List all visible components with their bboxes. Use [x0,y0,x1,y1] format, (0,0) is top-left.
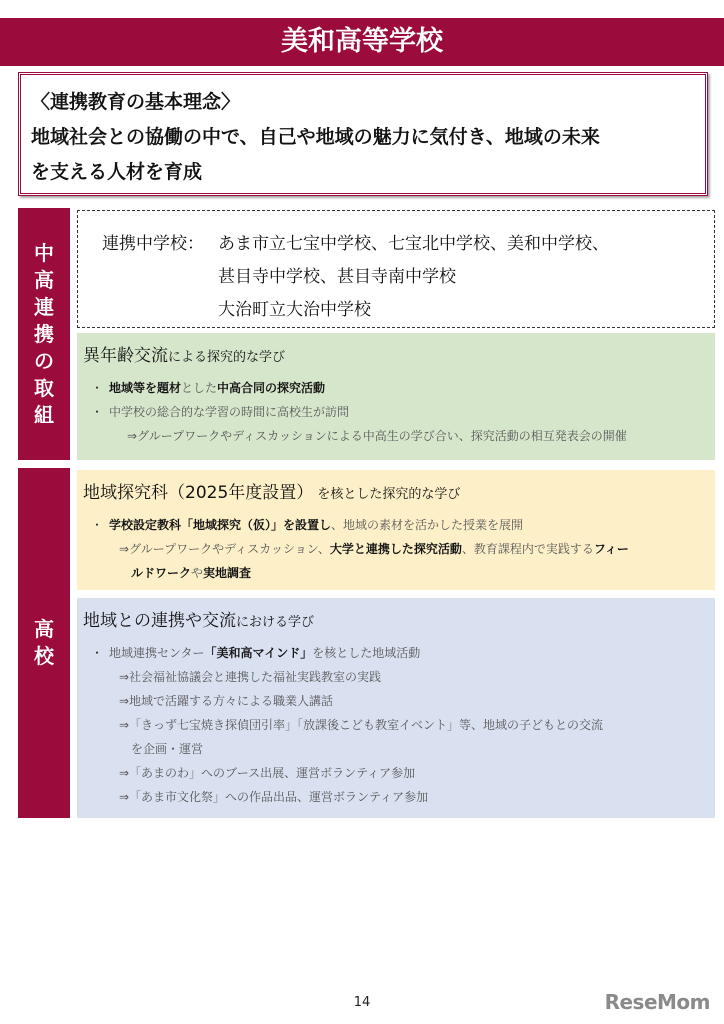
side-label-char: の [34,348,54,373]
partner-label: 連携中学校： [102,234,204,254]
regional-collab-box [77,598,715,818]
item-text: 実地調査 [203,566,252,580]
item-text: ルドワーク [119,566,192,580]
partner-line: 甚目寺中学校、甚目寺南中学校 [218,267,456,287]
item-text: ⇒「あまのわ」へのブース出展、運営ボランティア参加 [119,766,416,780]
item-text: ⇒地域で活躍する方々による職業人講話 [119,694,334,708]
list-item [83,713,709,737]
list-item [83,513,709,537]
list-item [83,785,709,809]
philosophy-line: を支える人材を育成 [31,161,203,183]
list-item [83,641,709,665]
philosophy-heading: 〈連携教育の基本理念〉 [31,91,241,113]
list-item [83,665,709,689]
item-text: 大学と連携した探究活動 [329,542,462,556]
item-text: ⇒「あま市文化祭」への作品出品、運営ボランティア参加 [119,790,429,804]
side-label-high-school [18,468,70,818]
heading-segment: を核とした探究的な学び [313,487,461,502]
list-item [83,737,709,761]
page-title: 美和高等学校 [0,18,724,66]
partner-line: 大治町立大治中学校 [218,300,371,320]
heading-segment: による探究的な学び [168,350,286,365]
partner-schools-box [77,210,715,328]
heading-segment: 異年齢交流 [83,346,168,366]
philosophy-line: 地域社会との協働の中で、自己や地域の魅力に気付き、地域の未来 [31,126,600,148]
partner-line: あま市立七宝中学校、七宝北中学校、美和中学校、 [218,234,609,254]
side-label-char: 携 [34,321,54,346]
cross-age-exchange-box [77,333,715,460]
side-label-char: 高 [34,617,54,641]
philosophy-box [18,72,708,196]
item-text: ⇒グループワークやディスカッション、 [119,542,330,556]
list-item [83,689,709,713]
resemom-logo: ReseMom [604,990,710,1014]
side-label-char: 校 [34,644,54,668]
side-label-char: 中 [34,240,54,265]
list-item [83,761,709,785]
item-text: 地域等を題材 [109,381,182,395]
item-text: ⇒「きっず七宝焼き探偵団引率」「放課後こども教室イベント」等、地域の子どもとの交流 [119,718,604,732]
list-item [83,561,709,585]
list-item [83,537,709,561]
heading-segment: における学び [236,615,315,630]
list-item [83,424,709,448]
regional-inquiry-box [77,470,715,590]
list-item [83,376,709,400]
side-label-junior-high-collab [18,208,70,460]
page-number: 14 [353,995,371,1010]
item-text: 、教育課程内で実践する [461,542,594,556]
item-text: 「美和高マインド」 [204,646,313,660]
item-text: ⇒社会福祉協議会と連携した福祉実践教室の実践 [119,670,382,684]
heading-segment: 地域探究科（2025年度設置） [83,483,314,503]
item-text: とした [181,381,218,395]
item-text: 学校設定教科「地域探究（仮）」を設置し [109,518,332,532]
item-text: 中高合同の探究活動 [217,381,326,395]
side-label-char: 連 [34,294,54,319]
list-item [83,400,709,424]
side-label-char: 高 [34,267,54,292]
item-text: 中学校の総合的な学習の時間に高校生が訪問 [109,405,350,419]
side-label-char: 組 [34,402,54,427]
heading-segment: 地域との連携や交流 [83,611,236,631]
section-heading [83,341,709,366]
item-text: 地域連携センター [109,646,205,660]
section-heading [83,478,709,503]
side-label-char: 取 [34,375,54,400]
item-text: 、地域の素材を活かした授業を展開 [331,518,524,532]
item-text: を企画・運営 [119,742,204,756]
section-heading [83,606,709,631]
item-text: を核とした地域活動 [312,646,421,660]
item-text: フィー [593,542,629,556]
item-text: や [191,566,204,580]
item-text: ⇒グループワークやディスカッションによる中高生の学び合い、探究活動の相互発表会の開催 [127,429,627,443]
